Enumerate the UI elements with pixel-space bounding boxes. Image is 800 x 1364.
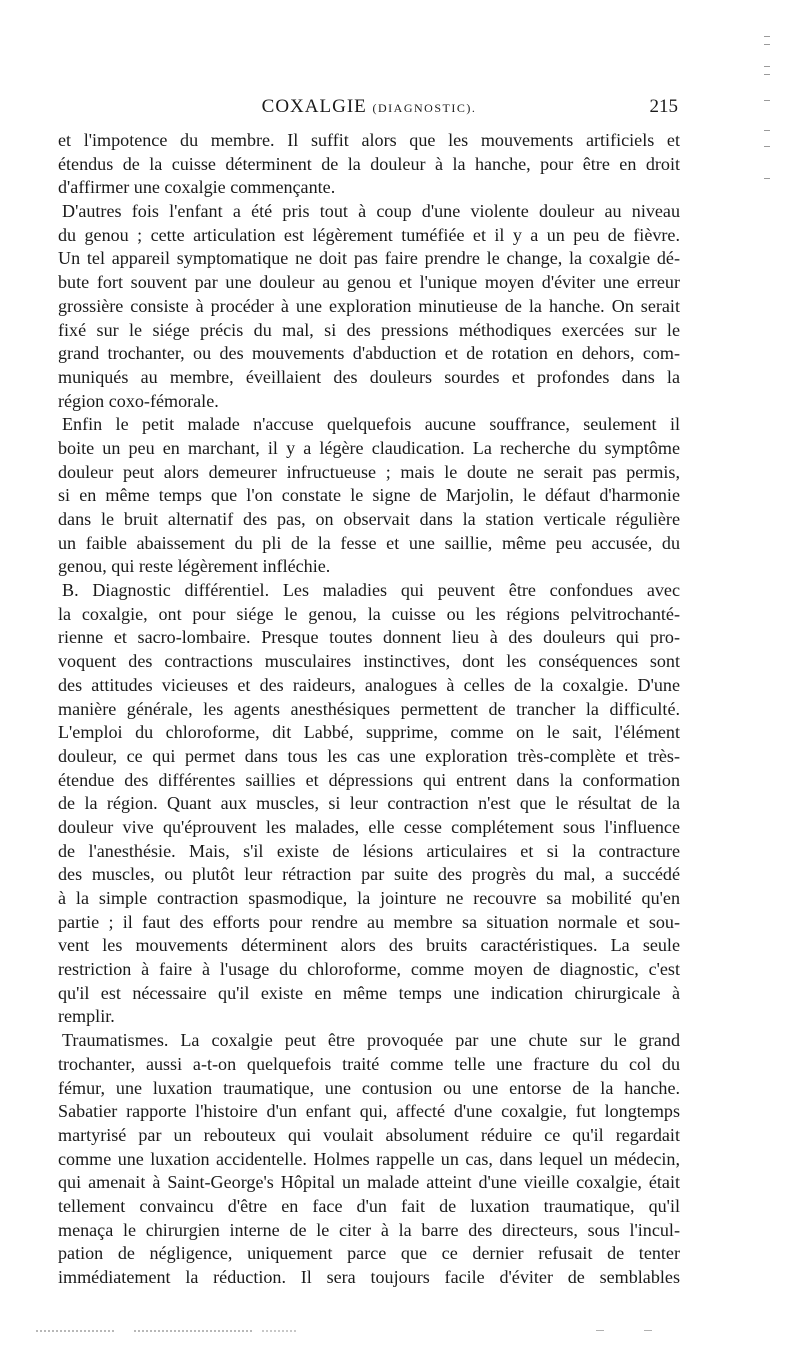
text-line: pation de négligence, uniquement parce que ce dernier refusait de tenter xyxy=(58,1243,680,1264)
text-line: de la région. Quant aux muscles, si leur contraction n'est que le résultat de la xyxy=(58,793,680,814)
text-line: genou, qui reste légèrement infléchie. xyxy=(58,556,331,577)
text-line: D'autres fois l'enfant a été pris tout à coup d'une violente douleur au niveau xyxy=(62,201,680,222)
text-line: douleur vive qu'éprouvent les malades, elle cesse complétement sous l'influence xyxy=(58,816,680,837)
text-line: étendue des différentes saillies et dépressions qui entrent dans la conformation xyxy=(58,769,680,790)
text-line: du genou ; cette articulation est légèrement tuméfiée et il y a un peu de fièvre. xyxy=(58,224,680,245)
text-line: grossière consiste à procéder à une exploration minutieuse de la hanche. On serait xyxy=(58,295,680,316)
text-line: trochanter, aussi a-t-on quelquefois traité comme telle une fracture du col du xyxy=(58,1053,680,1074)
text-line: immédiatement la réduction. Il sera toujours facile d'éviter de semblables xyxy=(58,1267,680,1287)
text-line: vent les mouvements déterminent alors des bruits caractéristiques. La seule xyxy=(58,935,680,956)
text-line: Enfin le petit malade n'accuse quelquefois aucune souffrance, seulement il xyxy=(62,414,680,435)
page-number: 215 xyxy=(649,96,678,117)
text-line: Sabatier rapporte l'histoire d'un enfant qui, affecté d'une coxalgie, fut longtemps xyxy=(58,1101,680,1122)
text-line: boite un peu en marchant, il y a légère claudication. La recherche du symptôme xyxy=(58,437,680,458)
text-line: qui amenait à Saint-George's Hôpital un malade atteint d'une vieille coxalgie, était xyxy=(58,1172,680,1193)
text-line: B. Diagnostic différentiel. Les maladies qui peuvent être confondues avec xyxy=(62,580,680,601)
text-line: L'emploi du chloroforme, dit Labbé, supprime, comme on le sait, l'élément xyxy=(58,722,680,743)
text-line: un faible abaissement du pli de la fesse et une saillie, même peu accusée, du xyxy=(58,532,680,553)
text-line: douleur, ce qui permet dans tous les cas une exploration très-complète et très- xyxy=(58,745,680,766)
text-line: menaça le chirurgien interne de le citer à la barre des directeurs, sous l'incul- xyxy=(58,1219,680,1240)
running-header xyxy=(60,96,678,126)
text-line: et l'impotence du membre. Il suffit alors que les mouvements artificiels et xyxy=(58,130,680,150)
text-line: dans le bruit alternatif des pas, on observait dans la station verticale régulière xyxy=(58,509,680,529)
text-line: des attitudes vicieuses et des raideurs, analogues à celles de la coxalgie. D'une xyxy=(58,674,680,695)
text-line: si en même temps que l'on constate le signe de Marjolin, le défaut d'harmonie xyxy=(58,485,680,506)
text-line: Traumatismes. La coxalgie peut être provoquée par une chute sur le grand xyxy=(62,1030,680,1051)
text-line: muniqués au membre, éveillaient des douleurs sourdes et profondes dans la xyxy=(58,366,680,387)
text-line: des muscles, ou plutôt leur rétraction par suite des progrès du mal, a succédé xyxy=(58,864,680,885)
text-line: douleur peut alors demeurer infructueuse ; mais le doute ne serait pas permis, xyxy=(58,461,680,482)
text-line: la coxalgie, ont pour siége le genou, la cuisse ou les régions pelvitrochanté- xyxy=(58,603,680,624)
text-line: étendus de la cuisse déterminent de la douleur à la hanche, pour être en droit xyxy=(58,153,680,174)
text-line: martyrisé par un rebouteux qui voulait absolument réduire ce qu'il regardait xyxy=(58,1124,680,1145)
text-line: grand trochanter, ou des mouvements d'abduction et de rotation en dehors, com- xyxy=(58,343,680,364)
text-line: à la simple contraction spasmodique, la jointure ne recouvre sa mobilité qu'en xyxy=(58,888,680,908)
text-line: de l'anesthésie. Mais, s'il existe de lésions articulaires et si la contracture xyxy=(58,840,680,861)
text-line: fémur, une luxation traumatique, une contusion ou une entorse de la hanche. xyxy=(58,1077,680,1098)
header-title-sub: (DIAGNOSTIC). xyxy=(372,101,477,115)
margin-scan-marks xyxy=(760,30,780,210)
header-title xyxy=(60,96,678,118)
text-line: d'affirmer une coxalgie commençante. xyxy=(58,177,336,198)
text-line: qu'il est nécessaire qu'il existe en même temps une indication chirurgicale à xyxy=(58,982,680,1003)
text-line: remplir. xyxy=(58,1006,115,1027)
footer-scan-marks xyxy=(36,1328,656,1334)
text-line: manière générale, les agents anesthésiques permettent de trancher la difficulté. xyxy=(58,698,680,719)
text-line: bute fort souvent par une douleur au genou et l'unique moyen d'éviter une erreur xyxy=(58,272,680,293)
body-text xyxy=(58,129,680,1290)
text-line: rienne et sacro-lombaire. Presque toutes donnent lieu à des douleurs qui pro- xyxy=(58,627,680,648)
text-line: région coxo-fémorale. xyxy=(58,390,219,411)
text-line: partie ; il faut des efforts pour rendre au membre sa situation normale et sou- xyxy=(58,911,680,932)
text-line: fixé sur le siége précis du mal, si des pressions méthodiques exercées sur le xyxy=(58,319,680,340)
text-line: Un tel appareil symptomatique ne doit pas faire prendre le change, la coxalgie dé- xyxy=(58,248,680,269)
header-title-main: COXALGIE xyxy=(261,96,367,117)
text-line: voquent des contractions musculaires instinctives, dont les conséquences sont xyxy=(58,651,680,672)
text-line: restriction à faire à l'usage du chloroforme, comme moyen de diagnostic, c'est xyxy=(58,959,680,980)
text-line: comme une luxation accidentelle. Holmes rappelle un cas, dans lequel un médecin, xyxy=(58,1148,680,1169)
text-line: tellement convaincu d'être en face d'un fait de luxation traumatique, qu'il xyxy=(58,1195,680,1216)
